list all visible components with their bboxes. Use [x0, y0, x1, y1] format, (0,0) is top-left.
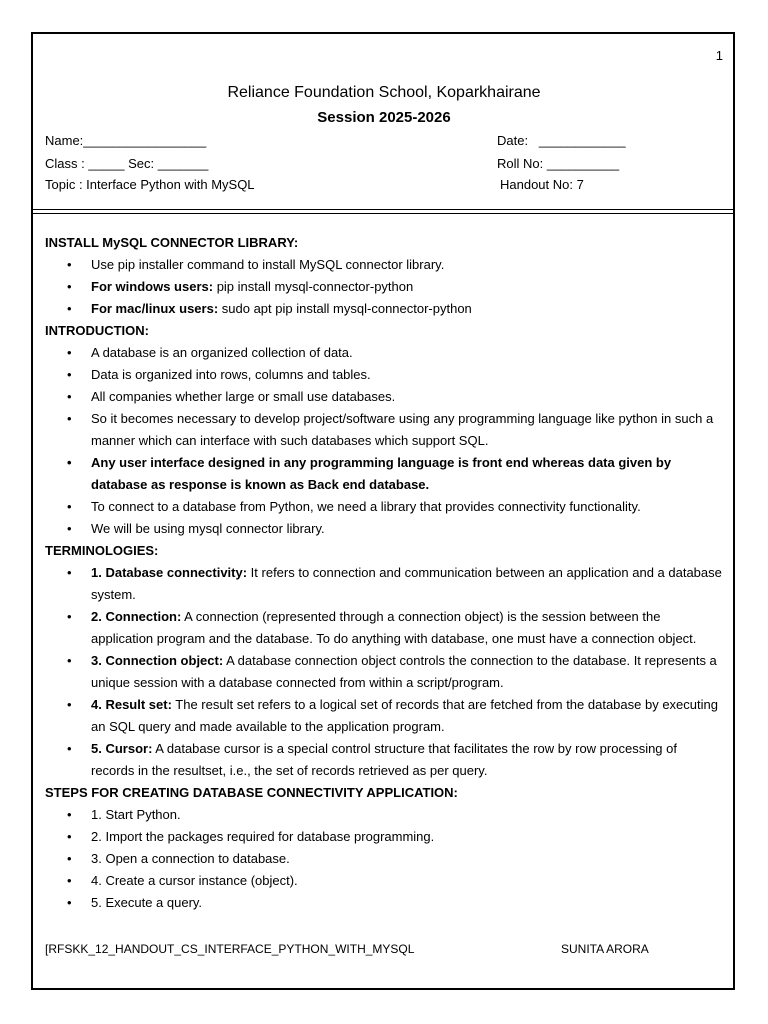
list-item: • All companies whether large or small use databases. — [45, 386, 723, 408]
install-heading: INSTALL MySQL CONNECTOR LIBRARY: — [45, 235, 299, 250]
name-field: Name:_________________ — [45, 133, 207, 148]
footer-author: SUNITA ARORA — [561, 942, 649, 956]
date-field: Date: ____________ — [497, 133, 626, 148]
topic-field: Topic : Interface Python with MySQL — [45, 177, 255, 192]
terminologies-list — [45, 562, 723, 782]
list-item: • 5. Execute a query. — [45, 892, 723, 914]
list-item: • 2. Import the packages required for database programming. — [45, 826, 723, 848]
list-item: • So it becomes necessary to develop project/software using any programming language like python in such a manner which can interface with such databases which support SQL. — [45, 408, 723, 452]
list-item: • 3. Connection object: A database connection object controls the connection to the database. It represents a unique session with a database connected from within a script/program. — [45, 650, 723, 694]
list-item: • 3. Open a connection to database. — [45, 848, 723, 870]
list-item: • 4. Create a cursor instance (object). — [45, 870, 723, 892]
list-item: • To connect to a database from Python, we need a library that provides connectivity functionality. — [45, 496, 723, 518]
handout-body — [45, 232, 723, 914]
terminologies-heading: TERMINOLOGIES: — [45, 543, 159, 558]
list-item: • 1. Database connectivity: It refers to connection and communication between an application and a database system. — [45, 562, 723, 606]
list-item: • 2. Connection: A connection (represented through a connection object) is the session between the application program and the database. To do anything with database, one must have a connection object. — [45, 606, 723, 650]
list-item: • For windows users: pip install mysql-connector-python — [45, 276, 723, 298]
handout-field: Handout No: 7 — [500, 177, 584, 192]
list-item: • 4. Result set: The result set refers to a logical set of records that are fetched from the database by executing an SQL query and made available to the application program. — [45, 694, 723, 738]
introduction-list — [45, 342, 723, 540]
list-item: • 1. Start Python. — [45, 804, 723, 826]
list-item: • Data is organized into rows, columns and tables. — [45, 364, 723, 386]
steps-heading: STEPS FOR CREATING DATABASE CONNECTIVITY APPLICATION: — [45, 785, 458, 800]
page-number: 1 — [715, 48, 723, 63]
list-item: • A database is an organized collection of data. — [45, 342, 723, 364]
class-field: Class : _____ Sec: _______ — [45, 156, 209, 171]
list-item: • For mac/linux users: sudo apt pip install mysql-connector-python — [45, 298, 723, 320]
session-title: Session 2025-2026 — [317, 109, 451, 126]
list-item: • 5. Cursor: A database cursor is a special control structure that facilitates the row by row processing of records in the resultset, i.e., the set of records retrieved as per query. — [45, 738, 723, 782]
header-divider-top — [31, 209, 735, 210]
introduction-heading: INTRODUCTION: — [45, 323, 149, 338]
steps-list — [45, 804, 723, 914]
list-item: • We will be using mysql connector library. — [45, 518, 723, 540]
roll-field: Roll No: __________ — [497, 156, 620, 171]
install-list — [45, 254, 723, 320]
footer-document-code: [RFSKK_12_HANDOUT_CS_INTERFACE_PYTHON_WITH_MYSQL — [45, 942, 415, 956]
school-name: Reliance Foundation School, Koparkhairane — [227, 84, 541, 101]
header-divider-bottom — [31, 213, 735, 214]
list-item: • Any user interface designed in any programming language is front end whereas data given by database as response is known as Back end database. — [45, 452, 723, 496]
list-item: • Use pip installer command to install MySQL connector library. — [45, 254, 723, 276]
